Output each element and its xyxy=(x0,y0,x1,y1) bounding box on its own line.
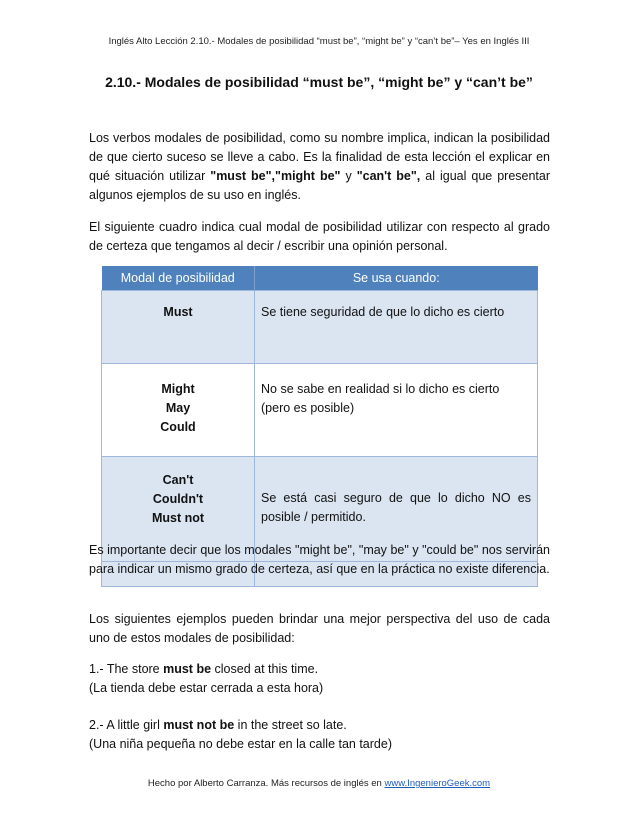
example-1-translation: (La tienda debe estar cerrada a esta hora) xyxy=(89,681,324,695)
example-1: 1.- The store must be closed at this time. (La tienda debe estar cerrada a esta hora) xyxy=(89,662,324,695)
note-paragraph: Es importante decir que los modales "might be", "may be" y "could be" nos servirán para indicar un mismo grado de certeza, así que en la práctica no existe diferencia. xyxy=(89,543,550,576)
usage-cell: Se tiene seguridad de que lo dicho es cierto xyxy=(255,291,538,364)
table-header-row xyxy=(102,266,538,291)
example-2: 2.- A little girl must not be in the street so late. (Una niña pequeña no debe estar en la calle tan tarde) xyxy=(89,718,392,751)
table-row xyxy=(102,364,538,457)
example-2-modal: must not be xyxy=(163,718,235,732)
lesson-title: 2.10.- Modales de posibilidad “must be”, “might be” y “can’t be” xyxy=(105,74,533,90)
header-usage: Se usa cuando: xyxy=(255,266,538,291)
footer-link[interactable]: www.IngenieroGeek.com xyxy=(384,778,491,789)
usage-cell: Se está casi seguro de que lo dicho NO es posible / permitido. xyxy=(255,457,538,562)
page-footer: Hecho por Alberto Carranza. Más recursos de inglés en www.IngenieroGeek.com xyxy=(147,778,491,789)
bold-modals-1: "must be","might be" xyxy=(210,169,341,183)
table-row xyxy=(102,291,538,364)
usage-cell: No se sabe en realidad si lo dicho es cierto (pero es posible) xyxy=(255,364,538,457)
example-2-translation: (Una niña pequeña no debe estar en la calle tan tarde) xyxy=(89,737,392,751)
examples-intro-paragraph: Los siguientes ejemplos pueden brindar una mejor perspectiva del uso de cada uno de estos modales de posibilidad: xyxy=(89,612,550,645)
modal-cell: Can't Couldn't Must not xyxy=(102,457,255,562)
table-intro-paragraph: El siguiente cuadro indica cual modal de posibilidad utilizar con respecto al grado de certeza que tengamos al decir / escribir una opinión personal. xyxy=(89,220,550,253)
header-modal: Modal de posibilidad xyxy=(102,266,255,291)
intro-paragraph: Los verbos modales de posibilidad, como su nombre implica, indican la posibilidad de que cierto suceso se lleve a cabo. Es la finalidad de esta lección el explicar en qué situación utilizar "must be","might be" y "can't be", al igual que presentar algunos ejemplos de su uso en inglés. xyxy=(89,131,551,202)
page-header: Inglés Alto Lección 2.10.- Modales de posibilidad “must be”, “might be” y “can’t be”– Yes en Inglés III xyxy=(108,36,530,47)
modals-table xyxy=(101,266,538,587)
example-1-modal: must be xyxy=(163,662,212,676)
modal-cell: Must xyxy=(102,291,255,364)
modal-cell: Might May Could xyxy=(102,364,255,457)
bold-modals-2: "can't be", xyxy=(356,169,421,183)
